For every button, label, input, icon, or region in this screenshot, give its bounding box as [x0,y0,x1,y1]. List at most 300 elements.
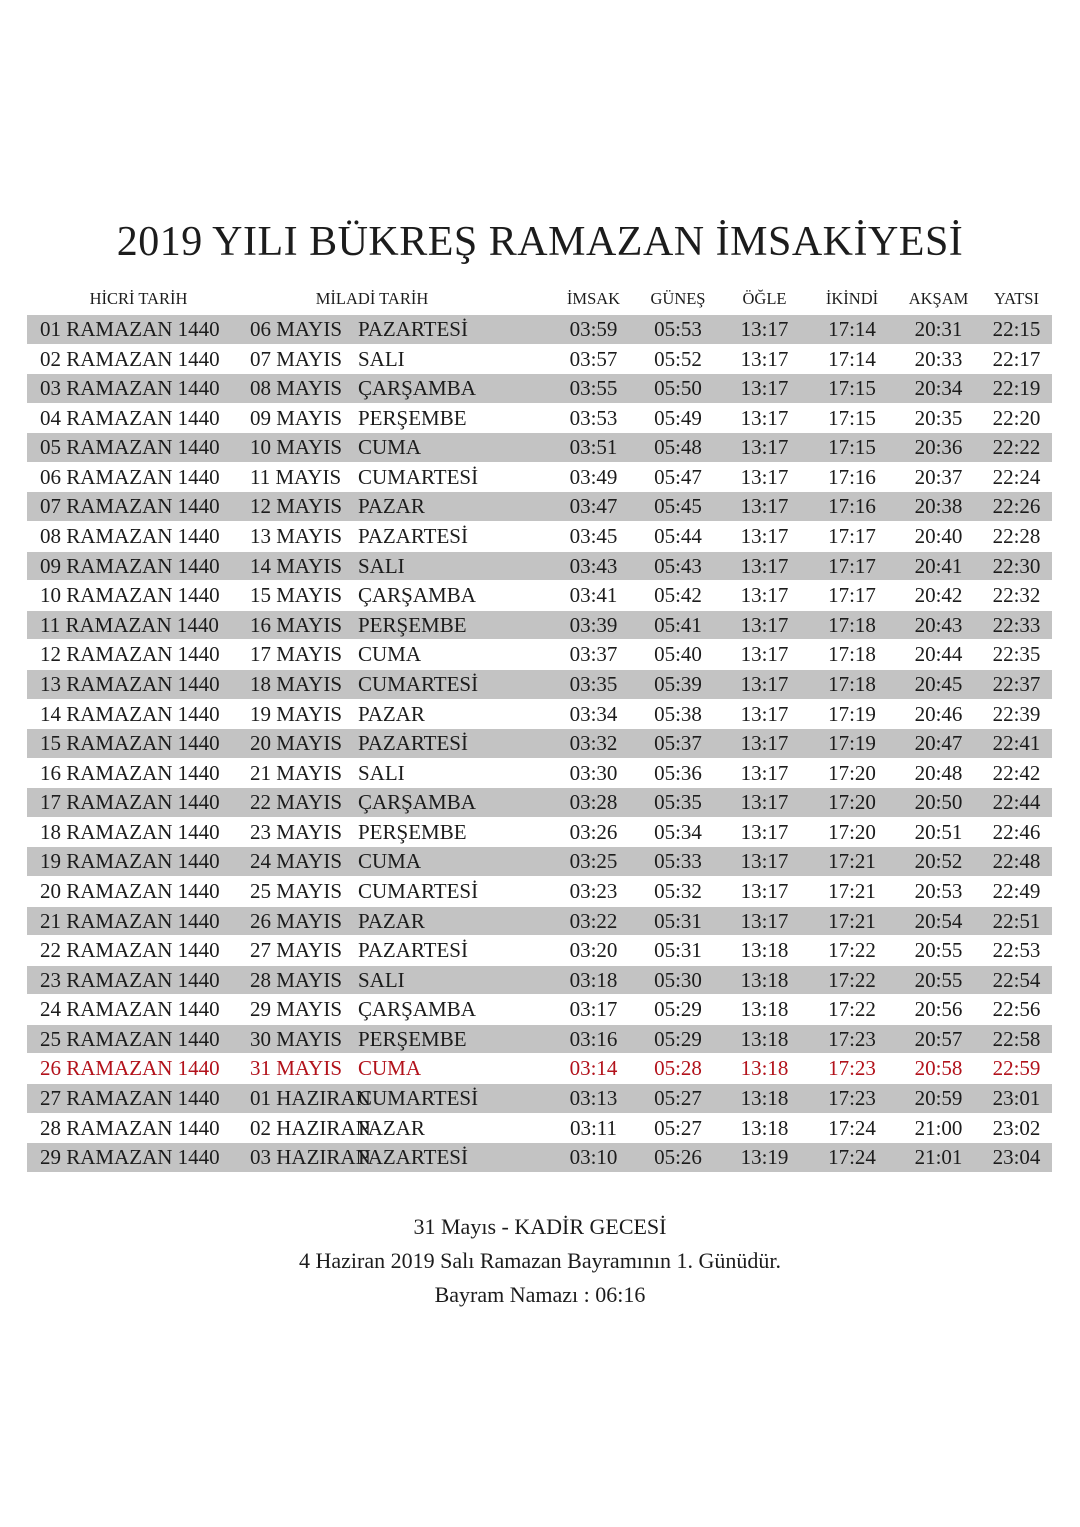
table-row [27,552,1052,582]
hijri-date-cell: 19 RAMAZAN 1440 [40,849,220,874]
ogle-time-cell: 13:18 [740,967,789,992]
gunes-time-cell: 05:39 [654,671,702,696]
footer-kadir-gecesi: 31 Mayıs - KADİR GECESİ [413,1214,667,1239]
yatsi-time-cell: 22:46 [992,819,1041,844]
imsak-time-cell: 03:10 [569,1145,618,1170]
hijri-date-cell: 26 RAMAZAN 1440 [40,1056,220,1081]
table-row [27,581,1052,611]
ikindi-time-cell: 17:24 [828,1115,876,1140]
yatsi-time-cell: 22:28 [992,524,1041,549]
ikindi-time-cell: 17:16 [828,464,876,489]
yatsi-time-cell: 22:30 [992,553,1041,578]
hijri-date-cell: 15 RAMAZAN 1440 [40,731,220,756]
table-row [27,345,1052,375]
yatsi-time-cell: 22:49 [992,878,1041,903]
hijri-date-cell: 01 RAMAZAN 1440 [40,317,220,341]
weekday-cell: PAZARTESİ [358,317,468,341]
gregorian-date-cell: 25 MAYIS [250,878,342,903]
ikindi-time-cell: 17:20 [828,819,876,844]
weekday-cell: PERŞEMBE [358,819,467,844]
hijri-date-cell: 07 RAMAZAN 1440 [40,494,220,519]
weekday-cell: CUMARTESİ [358,464,479,489]
weekday-cell: PERŞEMBE [358,612,467,637]
gregorian-date-cell: 12 MAYIS [250,494,342,519]
gunes-time-cell: 05:41 [654,612,702,637]
ogle-time-cell: 13:17 [740,701,789,726]
aksam-time-cell: 20:38 [914,494,963,519]
imsak-time-cell: 03:18 [569,967,618,992]
gregorian-date-cell: 09 MAYIS [250,405,342,430]
col-header-miladi-tarih: MİLADİ TARİH [315,289,429,308]
gunes-time-cell: 05:53 [654,317,702,341]
gregorian-date-cell: 31 MAYIS [250,1056,342,1081]
imsak-time-cell: 03:59 [569,317,618,341]
table-row [27,492,1052,522]
footer-notes [0,1210,1080,1312]
aksam-time-cell: 20:56 [914,997,963,1022]
weekday-cell: ÇARŞAMBA [358,583,476,608]
imsak-time-cell: 03:16 [569,1026,618,1051]
weekday-cell: PAZAR [358,494,425,519]
gunes-time-cell: 05:42 [654,583,702,608]
ogle-time-cell: 13:17 [740,671,789,696]
aksam-time-cell: 20:46 [914,701,963,726]
hijri-date-cell: 21 RAMAZAN 1440 [40,908,220,933]
hijri-date-cell: 18 RAMAZAN 1440 [40,819,220,844]
ikindi-time-cell: 17:24 [828,1145,876,1170]
page-title: 2019 YILI BÜKREŞ RAMAZAN İMSAKİYESİ [116,219,964,265]
gunes-time-cell: 05:31 [654,908,702,933]
aksam-time-cell: 20:45 [914,671,963,696]
gunes-time-cell: 05:26 [654,1145,702,1170]
weekday-cell: ÇARŞAMBA [358,997,476,1022]
table-row [27,522,1052,552]
ogle-time-cell: 13:17 [740,878,789,903]
weekday-cell: SALI [358,967,405,992]
gregorian-date-cell: 07 MAYIS [250,346,342,371]
ogle-time-cell: 13:17 [740,908,789,933]
ikindi-time-cell: 17:14 [828,346,876,371]
yatsi-time-cell: 22:59 [992,1056,1041,1081]
table-row [27,818,1052,848]
gunes-time-cell: 05:31 [654,938,702,963]
ogle-time-cell: 13:17 [740,760,789,785]
weekday-cell: CUMARTESİ [358,671,479,696]
weekday-cell: CUMA [358,435,422,460]
imsak-time-cell: 03:25 [569,849,618,874]
hijri-date-cell: 03 RAMAZAN 1440 [40,376,220,401]
gregorian-date-cell: 29 MAYIS [250,997,342,1022]
imsak-time-cell: 03:32 [569,731,618,756]
ikindi-time-cell: 17:23 [828,1086,876,1111]
yatsi-time-cell: 23:01 [992,1086,1041,1111]
ikindi-time-cell: 17:15 [828,405,876,430]
table-row [27,463,1052,493]
yatsi-time-cell: 22:32 [992,583,1041,608]
hijri-date-cell: 13 RAMAZAN 1440 [40,671,220,696]
aksam-time-cell: 20:48 [914,760,963,785]
yatsi-time-cell: 22:58 [992,1026,1041,1051]
gregorian-date-cell: 18 MAYIS [250,671,342,696]
table-row [27,670,1052,700]
ikindi-time-cell: 17:21 [828,849,876,874]
ikindi-time-cell: 17:15 [828,376,876,401]
gregorian-date-cell: 08 MAYIS [250,376,342,401]
ogle-time-cell: 13:17 [740,849,789,874]
aksam-time-cell: 20:54 [914,908,963,933]
gregorian-date-cell: 28 MAYIS [250,967,342,992]
weekday-cell: CUMA [358,642,422,667]
ikindi-time-cell: 17:16 [828,494,876,519]
ogle-time-cell: 13:17 [740,642,789,667]
imsak-time-cell: 03:22 [569,908,618,933]
ikindi-time-cell: 17:21 [828,878,876,903]
hijri-date-cell: 16 RAMAZAN 1440 [40,760,220,785]
weekday-cell: PAZAR [358,1115,425,1140]
ogle-time-cell: 13:17 [740,346,789,371]
ikindi-time-cell: 17:15 [828,435,876,460]
ogle-time-cell: 13:17 [740,435,789,460]
hijri-date-cell: 29 RAMAZAN 1440 [40,1145,220,1170]
imsak-time-cell: 03:13 [569,1086,618,1111]
weekday-cell: PAZAR [358,908,425,933]
table-row [27,907,1052,937]
yatsi-time-cell: 22:56 [992,997,1041,1022]
yatsi-time-cell: 22:39 [992,701,1041,726]
ogle-time-cell: 13:17 [740,819,789,844]
aksam-time-cell: 20:57 [914,1026,963,1051]
ikindi-time-cell: 17:20 [828,790,876,815]
table-header-row [27,287,1052,311]
aksam-time-cell: 20:31 [914,317,963,341]
yatsi-time-cell: 22:51 [992,908,1041,933]
table-row [27,1084,1052,1114]
table-row [27,847,1052,877]
ogle-time-cell: 13:17 [740,790,789,815]
table-row [27,966,1052,996]
gunes-time-cell: 05:38 [654,701,702,726]
imsak-time-cell: 03:14 [569,1056,618,1081]
gunes-time-cell: 05:43 [654,553,702,578]
hijri-date-cell: 11 RAMAZAN 1440 [40,612,219,637]
imsak-time-cell: 03:51 [569,435,618,460]
yatsi-time-cell: 22:44 [992,790,1041,815]
weekday-cell: CUMA [358,1056,422,1081]
hijri-date-cell: 24 RAMAZAN 1440 [40,997,220,1022]
table-row [27,729,1052,759]
hijri-date-cell: 25 RAMAZAN 1440 [40,1026,220,1051]
ogle-time-cell: 13:18 [740,997,789,1022]
aksam-time-cell: 20:51 [914,819,963,844]
ikindi-time-cell: 17:23 [828,1056,876,1081]
weekday-cell: PERŞEMBE [358,1026,467,1051]
weekday-cell: PAZARTESİ [358,524,468,549]
gunes-time-cell: 05:50 [654,376,702,401]
gregorian-date-cell: 13 MAYIS [250,524,342,549]
timetable-body [27,315,1052,1173]
aksam-time-cell: 20:43 [914,612,963,637]
yatsi-time-cell: 22:26 [992,494,1041,519]
hijri-date-cell: 09 RAMAZAN 1440 [40,553,220,578]
weekday-cell: PERŞEMBE [358,405,467,430]
ogle-time-cell: 13:18 [740,1086,789,1111]
aksam-time-cell: 20:50 [914,790,963,815]
table-row [27,404,1052,434]
hijri-date-cell: 22 RAMAZAN 1440 [40,938,220,963]
weekday-cell: CUMARTESİ [358,878,479,903]
ogle-time-cell: 13:18 [740,1026,789,1051]
table-row [27,1143,1052,1173]
ogle-time-cell: 13:18 [740,938,789,963]
imsak-time-cell: 03:57 [569,346,618,371]
aksam-time-cell: 20:42 [914,583,963,608]
hijri-date-cell: 28 RAMAZAN 1440 [40,1115,220,1140]
imsak-time-cell: 03:55 [569,376,618,401]
hijri-date-cell: 06 RAMAZAN 1440 [40,464,220,489]
ikindi-time-cell: 17:17 [828,583,876,608]
imsak-time-cell: 03:43 [569,553,618,578]
gregorian-date-cell: 10 MAYIS [250,435,342,460]
table-row [27,640,1052,670]
yatsi-time-cell: 22:41 [992,731,1041,756]
imsak-time-cell: 03:53 [569,405,618,430]
weekday-cell: PAZARTESİ [358,938,468,963]
hijri-date-cell: 17 RAMAZAN 1440 [40,790,220,815]
table-row [27,315,1052,345]
ogle-time-cell: 13:18 [740,1056,789,1081]
aksam-time-cell: 20:58 [914,1056,963,1081]
yatsi-time-cell: 22:35 [992,642,1041,667]
yatsi-time-cell: 22:24 [992,464,1041,489]
gregorian-date-cell: 26 MAYIS [250,908,342,933]
ikindi-time-cell: 17:17 [828,553,876,578]
imsak-time-cell: 03:28 [569,790,618,815]
gregorian-date-cell: 01 HAZIRAN [250,1086,371,1111]
gunes-time-cell: 05:29 [654,997,702,1022]
table-row [27,936,1052,966]
col-header-yatsi: YATSI [994,289,1039,308]
ogle-time-cell: 13:17 [740,553,789,578]
gunes-time-cell: 05:40 [654,642,702,667]
aksam-time-cell: 20:41 [914,553,963,578]
imsak-time-cell: 03:34 [569,701,618,726]
col-header-aksam: AKŞAM [908,289,969,308]
weekday-cell: ÇARŞAMBA [358,376,476,401]
yatsi-time-cell: 22:20 [992,405,1041,430]
yatsi-time-cell: 22:33 [992,612,1041,637]
table-row [27,611,1052,641]
gunes-time-cell: 05:37 [654,731,702,756]
imsak-time-cell: 03:39 [569,612,618,637]
imsak-time-cell: 03:45 [569,524,618,549]
hijri-date-cell: 10 RAMAZAN 1440 [40,583,220,608]
gregorian-date-cell: 14 MAYIS [250,553,342,578]
yatsi-time-cell: 22:19 [992,376,1041,401]
imsak-time-cell: 03:30 [569,760,618,785]
weekday-cell: CUMARTESİ [358,1086,479,1111]
gregorian-date-cell: 17 MAYIS [250,642,342,667]
ikindi-time-cell: 17:21 [828,908,876,933]
gunes-time-cell: 05:36 [654,760,702,785]
gunes-time-cell: 05:34 [654,819,702,844]
hijri-date-cell: 08 RAMAZAN 1440 [40,524,220,549]
gunes-time-cell: 05:27 [654,1115,702,1140]
gregorian-date-cell: 15 MAYIS [250,583,342,608]
ogle-time-cell: 13:17 [740,376,789,401]
hijri-date-cell: 27 RAMAZAN 1440 [40,1086,220,1111]
imsak-time-cell: 03:20 [569,938,618,963]
ogle-time-cell: 13:19 [740,1145,789,1170]
gunes-time-cell: 05:35 [654,790,702,815]
ikindi-time-cell: 17:18 [828,671,876,696]
aksam-time-cell: 21:00 [914,1115,963,1140]
ikindi-time-cell: 17:23 [828,1026,876,1051]
gregorian-date-cell: 02 HAZIRAN [250,1115,371,1140]
aksam-time-cell: 20:36 [914,435,963,460]
gregorian-date-cell: 27 MAYIS [250,938,342,963]
table-row [27,877,1052,907]
aksam-time-cell: 20:55 [914,938,963,963]
gunes-time-cell: 05:32 [654,878,702,903]
ogle-time-cell: 13:18 [740,1115,789,1140]
weekday-cell: PAZAR [358,701,425,726]
gregorian-date-cell: 06 MAYIS [250,317,342,341]
gregorian-date-cell: 21 MAYIS [250,760,342,785]
ogle-time-cell: 13:17 [740,494,789,519]
ikindi-time-cell: 17:18 [828,642,876,667]
ogle-time-cell: 13:17 [740,524,789,549]
imsak-time-cell: 03:11 [569,1115,618,1140]
weekday-cell: PAZARTESİ [358,731,468,756]
imsak-time-cell: 03:26 [569,819,618,844]
aksam-time-cell: 20:33 [914,346,963,371]
yatsi-time-cell: 22:37 [992,671,1041,696]
imsak-time-cell: 03:35 [569,671,618,696]
table-row [27,1025,1052,1055]
gregorian-date-cell: 19 MAYIS [250,701,342,726]
gunes-time-cell: 05:49 [654,405,702,430]
weekday-cell: SALI [358,760,405,785]
ikindi-time-cell: 17:22 [828,967,876,992]
hijri-date-cell: 05 RAMAZAN 1440 [40,435,220,460]
gregorian-date-cell: 11 MAYIS [250,464,342,489]
ogle-time-cell: 13:17 [740,731,789,756]
yatsi-time-cell: 22:17 [992,346,1041,371]
hijri-date-cell: 20 RAMAZAN 1440 [40,878,220,903]
aksam-time-cell: 20:52 [914,849,963,874]
yatsi-time-cell: 22:54 [992,967,1041,992]
imsak-time-cell: 03:49 [569,464,618,489]
gunes-time-cell: 05:27 [654,1086,702,1111]
weekday-cell: SALI [358,346,405,371]
gregorian-date-cell: 30 MAYIS [250,1026,342,1051]
ogle-time-cell: 13:17 [740,317,789,341]
footer-bayram-gunu: 4 Haziran 2019 Salı Ramazan Bayramının 1. Günüdür. [298,1248,782,1273]
table-row [27,788,1052,818]
imsak-time-cell: 03:23 [569,878,618,903]
aksam-time-cell: 20:47 [914,731,963,756]
ikindi-time-cell: 17:19 [828,701,876,726]
ogle-time-cell: 13:17 [740,612,789,637]
col-header-imsak: İMSAK [566,289,621,308]
ikindi-time-cell: 17:19 [828,731,876,756]
yatsi-time-cell: 22:48 [992,849,1041,874]
aksam-time-cell: 20:35 [914,405,963,430]
yatsi-time-cell: 22:53 [992,938,1041,963]
col-header-ikindi: İKİNDİ [825,289,879,308]
ikindi-time-cell: 17:20 [828,760,876,785]
yatsi-time-cell: 22:42 [992,760,1041,785]
aksam-time-cell: 20:59 [914,1086,963,1111]
gregorian-date-cell: 24 MAYIS [250,849,342,874]
hijri-date-cell: 12 RAMAZAN 1440 [40,642,220,667]
imsak-time-cell: 03:37 [569,642,618,667]
ikindi-time-cell: 17:14 [828,317,876,341]
gregorian-date-cell: 03 HAZIRAN [250,1145,371,1170]
gregorian-date-cell: 16 MAYIS [250,612,342,637]
footer-bayram-namazi: Bayram Namazı : 06:16 [434,1282,646,1307]
weekday-cell: PAZARTESİ [358,1145,468,1170]
hijri-date-cell: 02 RAMAZAN 1440 [40,346,220,371]
table-row [27,1054,1052,1084]
table-row [27,759,1052,789]
gunes-time-cell: 05:29 [654,1026,702,1051]
gregorian-date-cell: 20 MAYIS [250,731,342,756]
gunes-time-cell: 05:44 [654,524,702,549]
table-row [27,374,1052,404]
col-header-hicri-tarih: HİCRİ TARİH [89,289,188,308]
yatsi-time-cell: 22:22 [992,435,1041,460]
gunes-time-cell: 05:47 [654,464,702,489]
hijri-date-cell: 14 RAMAZAN 1440 [40,701,220,726]
gunes-time-cell: 05:28 [654,1056,702,1081]
ogle-time-cell: 13:17 [740,583,789,608]
weekday-cell: SALI [358,553,405,578]
yatsi-time-cell: 23:02 [992,1115,1041,1140]
ikindi-time-cell: 17:18 [828,612,876,637]
aksam-time-cell: 20:40 [914,524,963,549]
col-header-gunes: GÜNEŞ [650,289,706,308]
ikindi-time-cell: 17:22 [828,997,876,1022]
aksam-time-cell: 20:34 [914,376,963,401]
table-row [27,995,1052,1025]
imsak-time-cell: 03:17 [569,997,618,1022]
gunes-time-cell: 05:52 [654,346,702,371]
aksam-time-cell: 20:37 [914,464,963,489]
ogle-time-cell: 13:17 [740,405,789,430]
gunes-time-cell: 05:45 [654,494,702,519]
ogle-time-cell: 13:17 [740,464,789,489]
imsak-time-cell: 03:41 [569,583,618,608]
hijri-date-cell: 04 RAMAZAN 1440 [40,405,220,430]
ikindi-time-cell: 17:22 [828,938,876,963]
weekday-cell: ÇARŞAMBA [358,790,476,815]
gunes-time-cell: 05:30 [654,967,702,992]
col-header-ogle: ÖĞLE [742,289,787,308]
yatsi-time-cell: 22:15 [992,317,1041,341]
weekday-cell: CUMA [358,849,422,874]
table-row [27,1114,1052,1144]
hijri-date-cell: 23 RAMAZAN 1440 [40,967,220,992]
imsak-time-cell: 03:47 [569,494,618,519]
yatsi-time-cell: 23:04 [992,1145,1041,1170]
aksam-time-cell: 20:55 [914,967,963,992]
gregorian-date-cell: 22 MAYIS [250,790,342,815]
table-row [27,700,1052,730]
aksam-time-cell: 21:01 [914,1145,963,1170]
gunes-time-cell: 05:48 [654,435,702,460]
aksam-time-cell: 20:53 [914,878,963,903]
